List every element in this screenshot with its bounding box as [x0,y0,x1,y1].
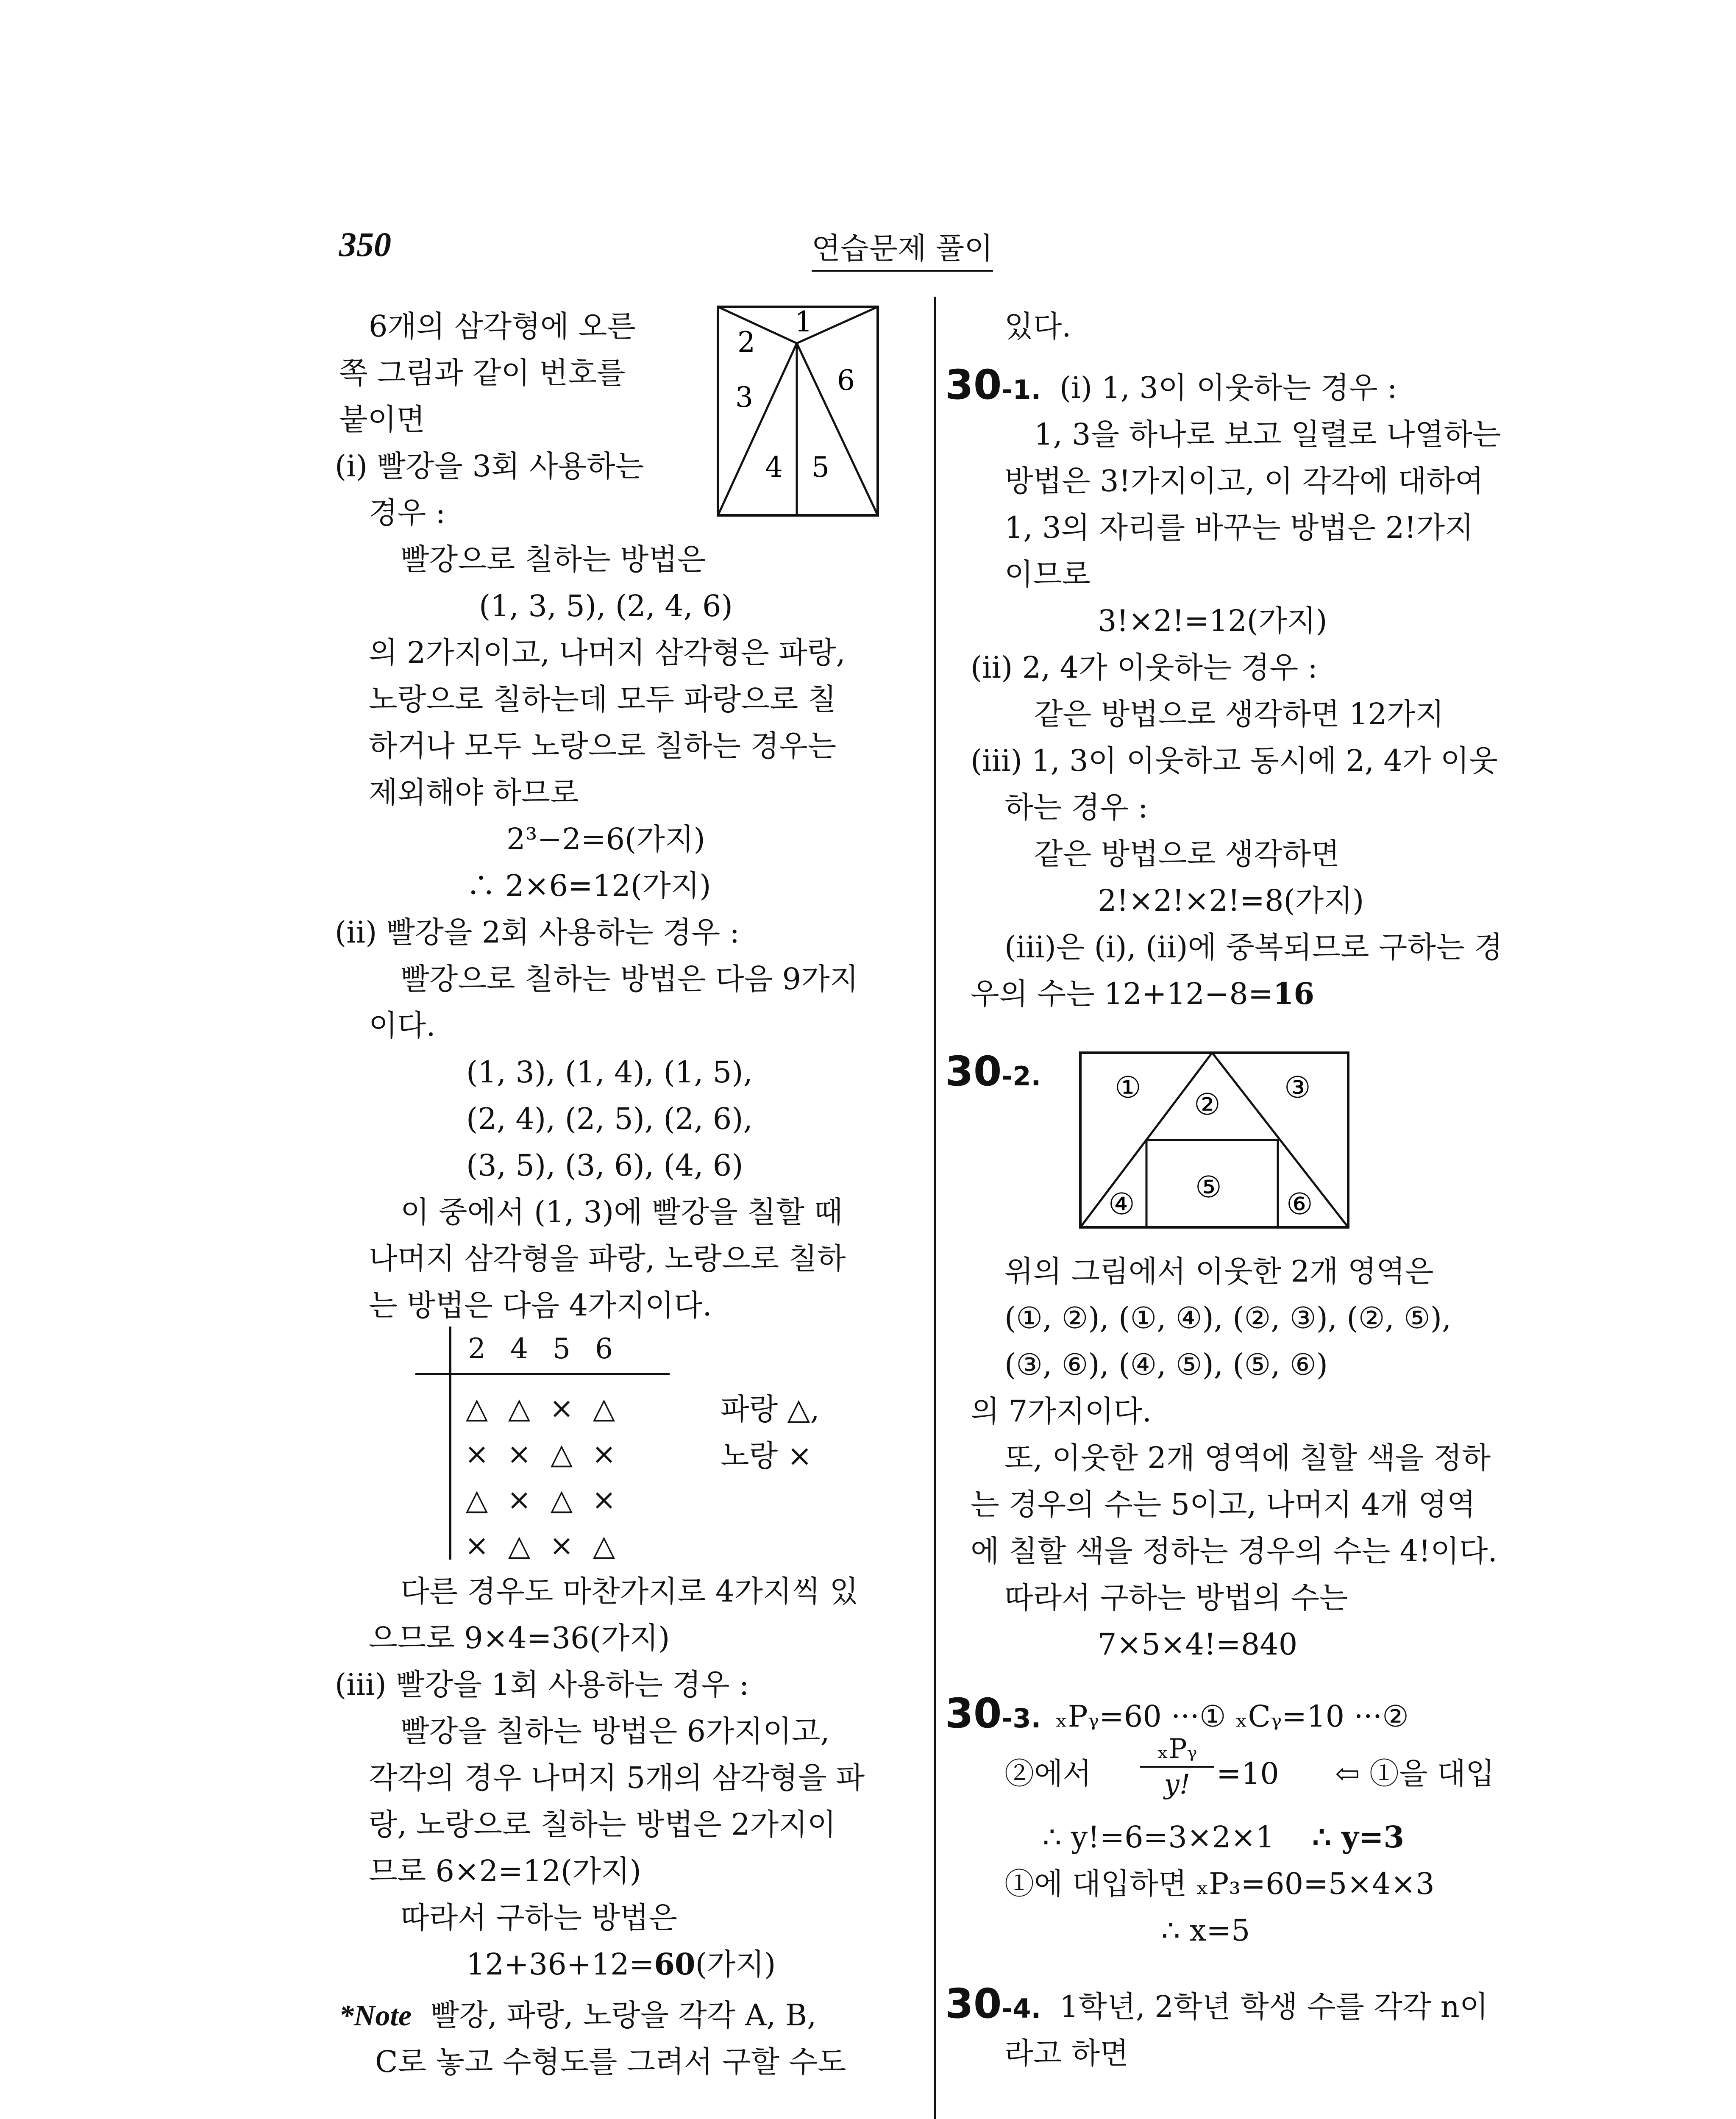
table-header: 2 [468,1332,486,1365]
figure-label: 5 [812,451,829,484]
answer-value: 16 [1273,976,1315,1011]
fraction [1140,1735,1214,1798]
problem-sub: -4. [1002,1993,1041,2024]
table-cell: △ [508,1392,531,1425]
final-answer-line [466,1947,776,1982]
final-value: 60 [654,1947,696,1982]
problem-sub: -2. [1002,1061,1041,1092]
problem-number [945,1048,1041,1095]
table-vertical-rule [449,1326,451,1560]
math-expression: ∴ y!=6=3×2×1 [1043,1820,1275,1855]
text-line: 빨강으로 칠하는 방법은 다음 9가지 [401,962,859,996]
problem-number [945,1980,1041,2027]
figure-label: 2 [737,326,755,359]
text-line: 1, 3을 하나로 보고 일렬로 나열하는 [1034,417,1501,452]
note-text: 빨강, 파랑, 노랑을 각각 A, B, [430,1998,817,2033]
problem-sub: -1. [1002,374,1041,405]
figure-label: 6 [837,364,855,397]
text-line: 는 경우의 수는 5이고, 나머지 4개 영역 [971,1487,1476,1522]
table-header: 6 [595,1332,613,1365]
text-line: 는 방법은 다음 4가지이다. [369,1288,712,1323]
text-line: 1, 3의 자리를 바꾸는 방법은 2!가지 [1004,510,1474,545]
table-cell: △ [593,1529,615,1563]
text-line: 므로 6×2=12(가지) [369,1854,641,1888]
text-line: 위의 그림에서 이웃한 2개 영역은 [1004,1254,1434,1289]
problem-num: 30 [945,1690,1002,1737]
text-line: 1학년, 2학년 학생 수를 각각 n이 [1060,1989,1488,2024]
note-line [339,2000,816,2031]
text-line: 랑, 노랑으로 칠하는 방법은 2가지이 [369,1807,836,1842]
text-line: 제외해야 하므로 [369,775,579,810]
text-line: 이 중에서 (1, 3)에 빨강을 칠할 때 [401,1195,843,1229]
math-line: 7×5×4!=840 [1098,1627,1298,1662]
text-line: 하거나 모두 노랑으로 칠하는 경우는 [369,729,837,763]
case-title: (ⅱ) 빨강을 2회 사용하는 경우 : [335,915,740,950]
math-line-prefix: ②에서 [1004,1756,1092,1791]
case-title: (ⅲ) 1, 3이 이웃하고 동시에 2, 4가 이웃 [971,743,1498,778]
final-expression: 12+36+12= [466,1947,654,1982]
table-cell: △ [465,1483,488,1517]
problem-num: 30 [945,1048,1002,1095]
table-cell: × [549,1392,574,1425]
text-line: 에 칠할 색을 정하는 경우의 수는 4!이다. [971,1534,1497,1568]
text-line: 이므로 [1004,557,1091,592]
math-line: (2, 4), (2, 5), (2, 6), [466,1101,753,1136]
math-line: 3!×2!=12(가지) [1098,603,1327,638]
column-divider [934,297,936,2119]
math-line: 2³−2=6(가지) [506,822,705,856]
note-label: *Note [339,1999,412,2032]
figure-label: 4 [765,451,783,484]
problem-number [945,361,1041,409]
region-label: ① [1115,1070,1141,1105]
table-cell: × [465,1438,489,1471]
text-line: 나머지 삼각형을 파랑, 노랑으로 칠하 [369,1241,846,1276]
math-line: 2!×2!×2!=8(가지) [1098,883,1364,918]
region-label: ④ [1108,1187,1135,1221]
intro-line: 6개의 삼각형에 오른 [369,309,636,344]
intro-line: 쪽 그림과 같이 번호를 [339,356,626,390]
math-result: ∴ x=5 [1161,1913,1250,1948]
case-title: (ⅰ) 빨강을 3회 사용하는 [335,449,644,484]
text-line: 라고 하면 [1004,2036,1129,2071]
substitution-note: ⇦ ①을 대입 [1335,1756,1495,1791]
text-line: 이다. [369,1008,436,1043]
figure-label: 3 [735,381,753,414]
region-coloring-figure [1079,1051,1350,1229]
text-line: 노랑으로 칠하는데 모두 파랑으로 칠 [369,682,837,717]
text-line: 각각의 경우 나머지 5개의 삼각형을 파 [369,1760,865,1795]
table-cell: × [592,1483,616,1517]
figure-label: 1 [795,306,812,338]
table-cell: △ [508,1529,531,1563]
table-cell: △ [550,1483,573,1517]
triangle-numbering-figure [716,305,879,517]
table-cell: × [549,1529,574,1563]
case-title-cont: 경우 : [369,495,446,530]
table-cell: △ [550,1438,573,1471]
table-cell: × [465,1529,489,1563]
text-line: (ⅰ) 1, 3이 이웃하는 경우 : [1060,370,1397,405]
final-unit: (가지) [695,1947,776,1982]
text-line: 의 2가지이고, 나머지 삼각형은 파랑, [369,635,846,670]
note-text: C로 놓고 수형도를 그려서 구할 수도 [375,2044,846,2079]
region-label: ③ [1284,1070,1311,1105]
problem-sub: -3. [1002,1703,1041,1734]
page-number: 350 [339,225,391,264]
text-line: 하는 경우 : [1004,790,1148,825]
case-title: (ⅱ) 2, 4가 이웃하는 경우 : [971,650,1318,685]
table-legend: 노랑 × [721,1438,812,1473]
text-line: (ⅲ)은 (ⅰ), (ⅱ)에 중복되므로 구하는 경 [1004,930,1503,965]
table-legend: 파랑 △, [721,1392,820,1427]
answer-expression: 우의 수는 12+12−8= [971,976,1273,1011]
math-line: ∴ 2×6=12(가지) [466,868,711,903]
problem-num: 30 [945,361,1002,409]
coloring-table [449,1326,670,1563]
region-label: ② [1194,1087,1221,1122]
problem-number [945,1690,1041,1737]
region-label: ⑤ [1195,1170,1222,1204]
math-line: (1, 3, 5), (2, 4, 6) [479,589,733,623]
math-line-suffix: =10 [1216,1756,1279,1791]
region-label: ⑥ [1286,1187,1313,1221]
text-line: 빨강으로 칠하는 방법은 [401,542,706,577]
math-line [1043,1819,1405,1855]
text-line: 빨강을 칠하는 방법은 6가지이고, [401,1714,830,1749]
fraction-numerator: ₓPᵧ [1140,1735,1214,1768]
case-title: (ⅲ) 빨강을 1회 사용하는 경우 : [335,1667,749,1702]
problem-num: 30 [945,1980,1002,2027]
text-line: 같은 방법으로 생각하면 12가지 [1034,697,1444,731]
text-line: 따라서 구하는 방법의 수는 [1004,1580,1348,1615]
math-result: ∴ y=3 [1312,1819,1405,1855]
math-line: (①, ②), (①, ④), (②, ③), (②, ⑤), [1004,1301,1452,1335]
continued-text: 있다. [1004,309,1071,344]
answer-line [971,976,1315,1011]
table-header: 4 [510,1332,528,1365]
math-line: (1, 3), (1, 4), (1, 5), [466,1055,753,1090]
text-line: 다른 경우도 마찬가지로 4가지씩 있 [401,1574,859,1609]
page-title: 연습문제 풀이 [812,225,993,272]
table-cell: △ [465,1392,488,1425]
intro-line: 붙이면 [339,402,425,437]
table-horizontal-rule [415,1373,670,1375]
text-line: 으므로 9×4=36(가지) [369,1621,670,1655]
table-header: 5 [553,1332,570,1365]
math-line: ①에 대입하면 ₓP₃=60=5×4×3 [1004,1866,1435,1901]
table-cell: △ [593,1392,615,1425]
fraction-denominator: y! [1164,1769,1191,1800]
math-line: (③, ⑥), (④, ⑤), (⑤, ⑥) [1004,1347,1328,1382]
table-cell: × [592,1438,616,1471]
table-cell: × [507,1483,531,1517]
text-line: 의 7가지이다. [971,1394,1152,1429]
text-line: 또, 이웃한 2개 영역에 칠할 색을 정하 [1004,1440,1491,1475]
math-line: (3, 5), (3, 6), (4, 6) [466,1148,743,1183]
text-line: 따라서 구하는 방법은 [401,1900,678,1935]
table-cell: × [507,1438,531,1471]
text-line: 방법은 3!가지이고, 이 각각에 대하여 [1004,464,1484,498]
math-line: ₓPᵧ=60 ···① ₓCᵧ=10 ···② [1055,1699,1409,1734]
text-line: 같은 방법으로 생각하면 [1034,837,1340,871]
